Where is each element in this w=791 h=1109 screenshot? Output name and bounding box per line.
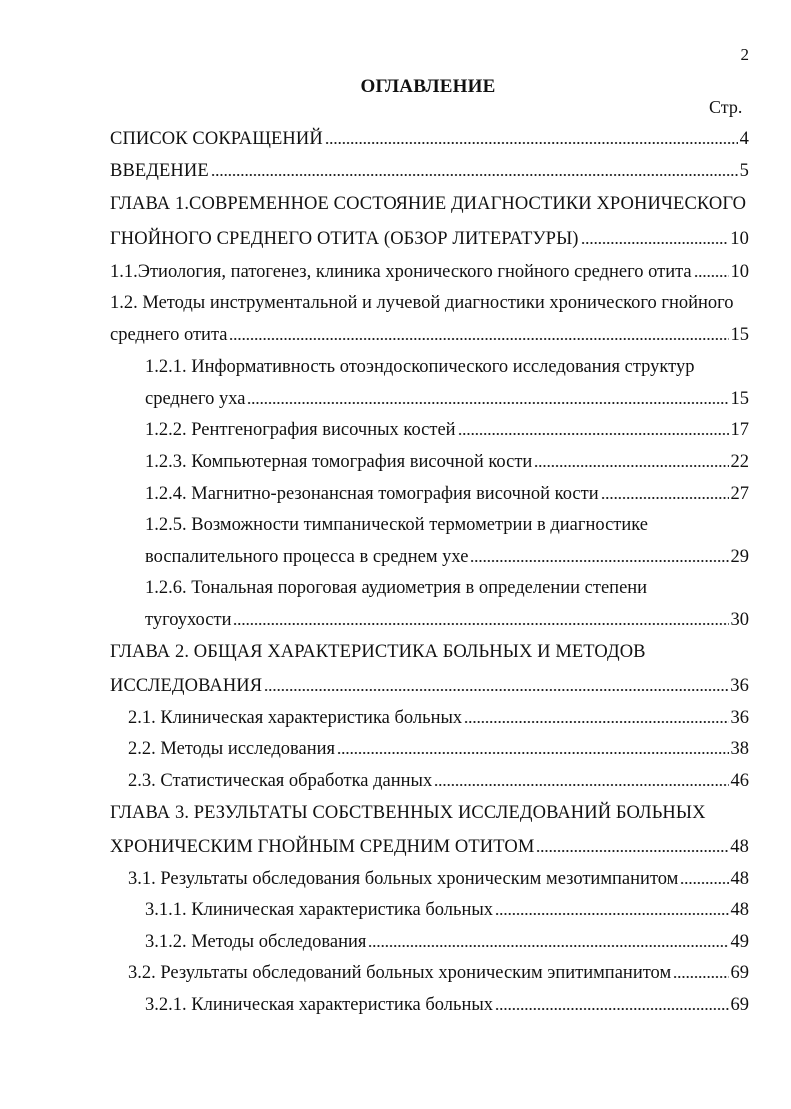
toc-entry-page: 27 (730, 484, 749, 504)
toc-entry-text: 2.1. Клиническая характеристика больных (128, 708, 463, 728)
toc-entry[interactable] (145, 605, 749, 631)
toc-entry-text: 3.1. Результаты обследования больных хроническим мезотимпанитом (128, 869, 679, 889)
toc-entry-text: ИССЛЕДОВАНИЯ (110, 676, 263, 696)
toc-entry-continued[interactable] (145, 510, 749, 536)
toc-entry[interactable] (145, 384, 749, 410)
toc-entry[interactable] (128, 734, 749, 760)
toc-entry-text: 1.1.Этиология, патогенез, клиника хронического гнойного среднего отита (110, 262, 692, 282)
toc-entry-page: 48 (730, 869, 749, 889)
page-number: 2 (740, 45, 749, 64)
toc-entry[interactable] (110, 257, 749, 283)
toc-entry-text: 3.1.1. Клиническая характеристика больных (145, 900, 494, 920)
toc-entry-text: ХРОНИЧЕСКИМ ГНОЙНЫМ СРЕДНИМ ОТИТОМ (110, 837, 535, 857)
toc-entry-text: 1.2.6. Тональная пороговая аудиометрия в определении степени (145, 578, 648, 598)
toc-leader-dots (247, 400, 728, 406)
toc-leader-dots (211, 172, 738, 178)
toc-leader-dots (581, 240, 729, 246)
toc-leader-dots (536, 848, 728, 854)
toc-entry-text: 3.2. Результаты обследований больных хроническим эпитимпанитом (128, 963, 672, 983)
toc-leader-dots (368, 943, 728, 949)
toc-entry-text: 1.2.1. Информативность отоэндоскопического исследования структур (145, 357, 695, 377)
toc-leader-dots (694, 273, 729, 279)
toc-entry-page: 5 (739, 161, 749, 181)
toc-entry-page: 38 (730, 739, 749, 759)
toc-leader-dots (464, 719, 728, 725)
toc-entry-page: 46 (730, 771, 749, 791)
page-column-label: Стр. (709, 97, 743, 117)
toc-leader-dots (337, 750, 728, 756)
toc-entry-text: тугоухости (145, 610, 232, 630)
toc-entry-page: 10 (730, 262, 749, 282)
toc-entry-text: ГЛАВА 1.СОВРЕМЕННОЕ СОСТОЯНИЕ ДИАГНОСТИКИ ХРОНИЧЕСКОГО (110, 194, 747, 214)
toc-entry-text: ГЛАВА 3. РЕЗУЛЬТАТЫ СОБСТВЕННЫХ ИССЛЕДОВАНИЙ БОЛЬНЫХ (110, 803, 706, 823)
toc-entry-text: 1.2.3. Компьютерная томография височной кости (145, 452, 533, 472)
toc-entry-page: 36 (730, 708, 749, 728)
toc-entry-text: среднего отита (110, 325, 228, 345)
toc-entry-page: 17 (730, 420, 749, 440)
toc-entry-page: 69 (730, 995, 749, 1015)
toc-entry-page: 36 (730, 676, 749, 696)
toc-entry[interactable] (110, 124, 749, 150)
toc-entry-page: 15 (730, 325, 749, 345)
page-title: ОГЛАВЛЕНИЕ (360, 76, 496, 97)
toc-entry-text: ВВЕДЕНИЕ (110, 161, 209, 181)
toc-entry-page: 48 (730, 900, 749, 920)
toc-entry[interactable] (128, 703, 749, 729)
toc-leader-dots (601, 495, 729, 501)
toc-entry-page: 29 (730, 547, 749, 567)
toc-entry-continued[interactable] (145, 573, 749, 599)
toc-leader-dots (458, 431, 729, 437)
toc-leader-dots (264, 687, 728, 693)
toc-entry[interactable] (110, 832, 749, 858)
toc-entry[interactable] (110, 224, 749, 250)
toc-leader-dots (233, 621, 728, 627)
toc-entry[interactable] (110, 671, 749, 697)
toc-entry-continued[interactable] (145, 352, 749, 378)
toc-entry-page: 49 (730, 932, 749, 952)
toc-entry-text: 1.2. Методы инструментальной и лучевой диагностики хронического гнойного (110, 293, 734, 313)
toc-entry[interactable] (128, 766, 749, 792)
toc-entry-text: 2.2. Методы исследования (128, 739, 336, 759)
toc-entry-text: ГНОЙНОГО СРЕДНЕГО ОТИТА (ОБЗОР ЛИТЕРАТУРЫ) (110, 229, 579, 249)
toc-entry-text: ГЛАВА 2. ОБЩАЯ ХАРАКТЕРИСТИКА БОЛЬНЫХ И МЕТОДОВ (110, 642, 646, 662)
toc-leader-dots (325, 140, 738, 146)
toc-entry-continued[interactable] (110, 798, 749, 824)
toc-leader-dots (434, 782, 728, 788)
toc-entry[interactable] (145, 415, 749, 441)
toc-entry-text: 2.3. Статистическая обработка данных (128, 771, 433, 791)
toc-entry-text: 1.2.2. Рентгенография височных костей (145, 420, 456, 440)
toc-entry-text: воспалительного процесса в среднем ухе (145, 547, 469, 567)
toc-entry-text: среднего уха (145, 389, 246, 409)
toc-entry[interactable] (145, 447, 749, 473)
toc-entry-text: 1.2.4. Магнитно-резонансная томография височной кости (145, 484, 599, 504)
toc-leader-dots (673, 974, 728, 980)
toc-entry[interactable] (145, 990, 749, 1016)
toc-entry-text: СПИСОК СОКРАЩЕНИЙ (110, 129, 323, 149)
toc-entry-page: 4 (739, 129, 749, 149)
toc-entry[interactable] (145, 895, 749, 921)
toc-entry-text: 3.2.1. Клиническая характеристика больных (145, 995, 494, 1015)
toc-leader-dots (495, 1006, 728, 1012)
toc-entry[interactable] (145, 479, 749, 505)
toc-entry-page: 69 (730, 963, 749, 983)
toc-leader-dots (470, 558, 728, 564)
toc-entry-page: 48 (730, 837, 749, 857)
toc-entry-continued[interactable] (110, 637, 749, 663)
toc-entry-text: 3.1.2. Методы обследования (145, 932, 367, 952)
toc-entry-continued[interactable] (110, 189, 749, 215)
toc-entry[interactable] (145, 542, 749, 568)
toc-leader-dots (680, 880, 728, 886)
toc-leader-dots (534, 463, 728, 469)
toc-leader-dots (495, 911, 728, 917)
toc-entry[interactable] (145, 927, 749, 953)
toc-entry-page: 22 (730, 452, 749, 472)
toc-entry-page: 15 (730, 389, 749, 409)
toc-entry[interactable] (110, 320, 749, 346)
toc-entry-text: 1.2.5. Возможности тимпанической термометрии в диагностике (145, 515, 649, 535)
toc-entry-page: 30 (730, 610, 749, 630)
toc-entry[interactable] (128, 958, 749, 984)
toc-entry[interactable] (128, 864, 749, 890)
toc-leader-dots (229, 336, 728, 342)
toc-entry[interactable] (110, 156, 749, 182)
toc-entry-continued[interactable] (110, 288, 749, 314)
toc-entry-page: 10 (730, 229, 749, 249)
